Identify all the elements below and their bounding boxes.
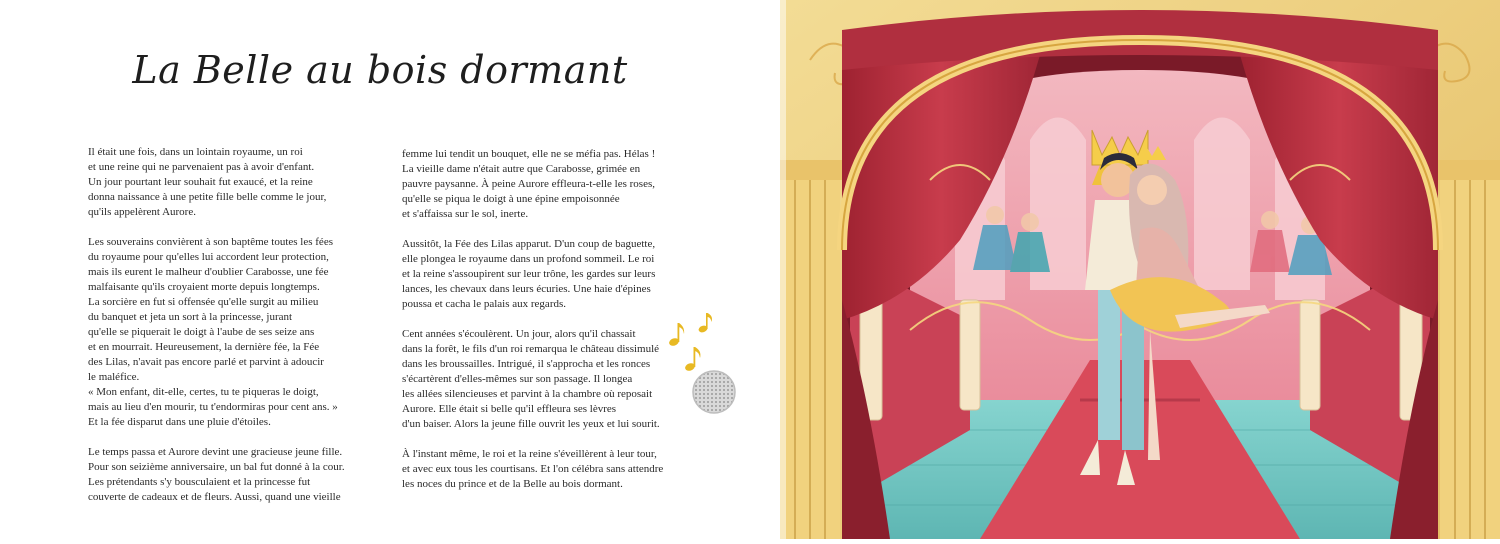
sound-button[interactable] <box>668 310 748 420</box>
sound-chip-icon[interactable] <box>690 368 738 416</box>
paragraph: Cent années s'écoulèrent. Un jour, alors qu'il chassait dans la forêt, le fils d'un roi remarqua le château dissimulé dans les broussailles. Intrigué, il s'approcha et les ronces s'écartèrent d'elles-mêmes sur son passage. Il longea les allées silencieuses et parvint à la chambre où reposait Aurore. Elle était si belle qu'il effleura ses lèvres d'un baiser. Alors la jeune fille ouvrit les yeux et lui sourit. <box>402 328 660 430</box>
paragraph: femme lui tendit un bouquet, elle ne se méfia pas. Hélas ! La vieille dame n'était autre que Carabosse, grimée en pauvre paysanne. À peine Aurore effleura-t-elle les roses, qu'elle se piqua le doigt à une épine empoisonnée et s'affaissa sur le sol, inerte. <box>402 148 656 220</box>
paragraph: Aussitôt, la Fée des Lilas apparut. D'un coup de baguette, elle plongea le royaume dans un profond sommeil. Le roi et la reine s'assoupirent sur leur trône, les gardes sur leurs lances, les chevaux dans leurs écuries. Une haie d'épines poussa et cacha le palais aux regards. <box>402 238 656 310</box>
paragraph: Il était une fois, dans un lointain royaume, un roi et une reine qui ne parvenaient pas à avoir d'enfant. Un jour pourtant leur souhait fut exaucé, et la reine donna naissance à une petite fille belle comme le jour, qu'ils appelèrent Aurore. <box>88 146 327 218</box>
illustration <box>780 0 1500 539</box>
page-title: La Belle au bois dormant <box>132 48 628 92</box>
paragraph: À l'instant même, le roi et la reine s'éveillèrent à leur tour, et avec eux tous les courtisans. Et l'on célébra sans attendre les noces du prince et de la Belle au bois dormant. <box>402 448 664 490</box>
paragraph: Les souverains convièrent à son baptême toutes les fées du royaume pour qu'elles lui accordent leur protection, mais ils eurent le malheur d'oublier Carabosse, une fée malfaisante qu'ils croyaient morte depuis longtemps. La sorcière en fut si offensée qu'elle surgit au milieu du banquet et jeta un sort à la princesse, jurant qu'elle se piquerait le doigt à l'aube de ses seize ans et en mourrait. Heureusement, la dernière fée, la Fée des Lilas, n'avait pas encore parlé et parvint à adoucir le maléfice. « Mon enfant, dit-elle, certes, tu te piqueras le doigt, mais au lieu d'en mourir, tu t'endormiras pour cent ans. » Et la fée disparut dans une pluie d'étoiles. <box>88 236 338 428</box>
text-column-left <box>88 145 358 520</box>
paragraph: Le temps passa et Aurore devint une gracieuse jeune fille. Pour son seizième anniversaire, un bal fut donné à la cour. Les prétendants s'y bousculaient et la princesse fut couverte de cadeaux et de fleurs. Aussi, quand une vieille <box>88 446 345 503</box>
text-column-right <box>402 147 672 507</box>
ballroom-illustration <box>780 0 1500 539</box>
